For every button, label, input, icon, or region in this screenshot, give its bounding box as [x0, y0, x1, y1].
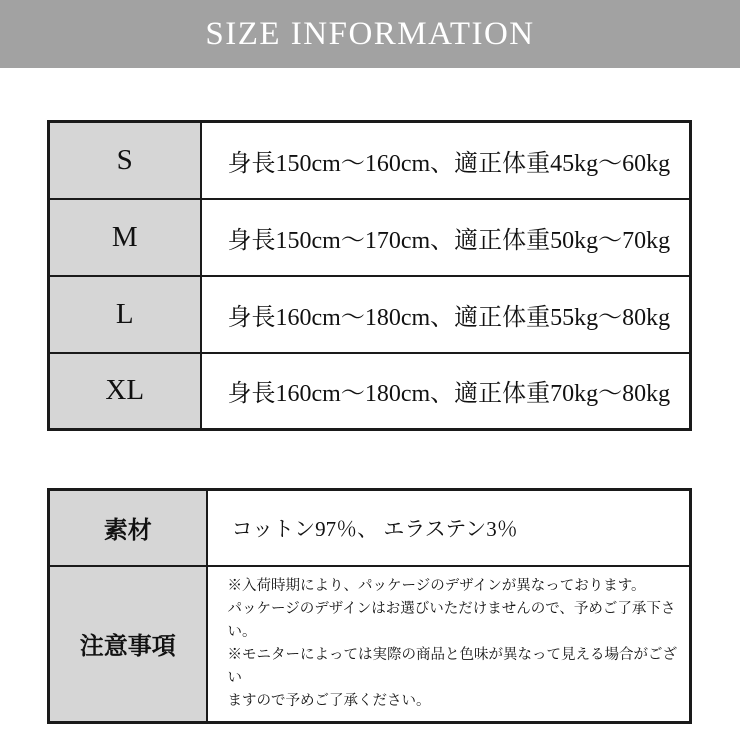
- size-label-cell: L: [49, 276, 201, 353]
- table-row: [49, 353, 691, 430]
- material-label-cell: 素材: [49, 490, 207, 566]
- notes-value-cell: [207, 566, 691, 723]
- size-description-cell: 身長150cm～160cm、適正体重45kg～60kg: [201, 122, 691, 199]
- size-label-cell: M: [49, 199, 201, 276]
- note-line: ますので予めご了承ください。: [227, 692, 431, 709]
- size-description-cell: 身長160cm～180cm、適正体重70kg～80kg: [201, 353, 691, 430]
- table-row: [49, 276, 691, 353]
- material-value-cell: コットン97％、 エラステン3％: [207, 490, 691, 566]
- page-title: SIZE INFORMATION: [205, 15, 535, 52]
- notes-label-cell: 注意事項: [49, 566, 207, 723]
- size-description-cell: 身長160cm～180cm、適正体重55kg～80kg: [201, 276, 691, 353]
- size-label-cell: XL: [49, 353, 201, 430]
- info-table: [47, 488, 692, 724]
- material-row: [49, 490, 691, 566]
- size-label-cell: S: [49, 122, 201, 199]
- size-description-cell: 身長150cm～170cm、適正体重50kg～70kg: [201, 199, 691, 276]
- table-row: [49, 199, 691, 276]
- notes-row: [49, 566, 691, 723]
- note-line: パッケージのデザインはお選びいただけませんので、予めご了承下さい。: [227, 600, 676, 640]
- note-line: ※入荷時期により、パッケージのデザインが異なっております。: [227, 577, 646, 594]
- header-banner: [0, 0, 740, 68]
- note-line: ※モニターによっては実際の商品と色味が異なって見える場合がござい: [227, 646, 677, 686]
- table-row: [49, 122, 691, 199]
- size-table: [47, 120, 692, 431]
